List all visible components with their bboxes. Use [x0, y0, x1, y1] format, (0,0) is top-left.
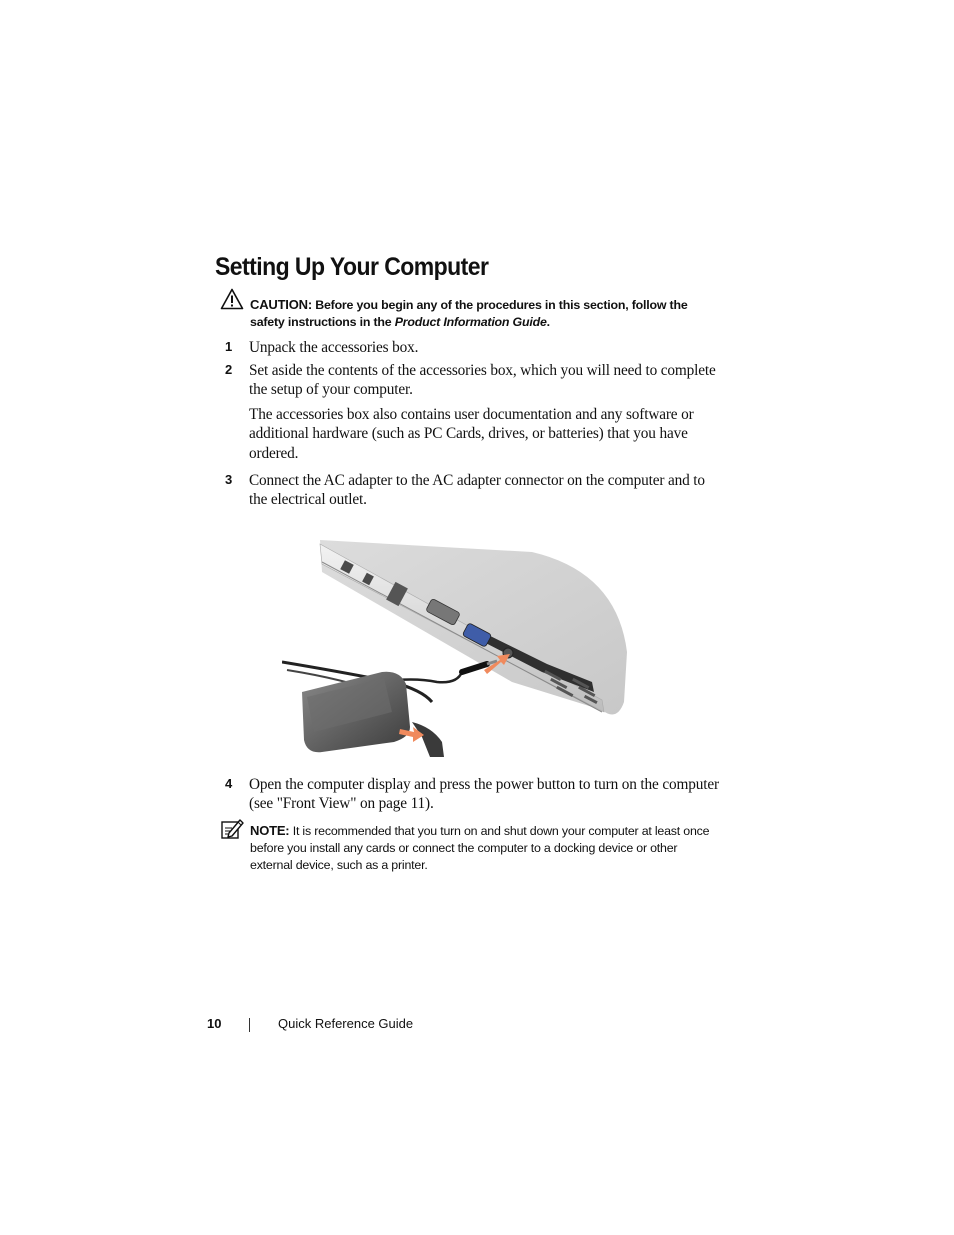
note-text [250, 822, 720, 874]
step-text: Open the computer display and press the power button to turn on the computer (see "Front View" on page 11). [249, 776, 719, 813]
caution-label: CAUTION: [250, 297, 312, 312]
step-number: 2 [225, 362, 233, 377]
step-2-followup: The accessories box also contains user documentation and any software or additional hardware (such as PC Cards, drives, or batteries) that you have ordered. [249, 406, 694, 462]
warning-icon [220, 288, 244, 310]
ac-adapter [282, 661, 497, 757]
step-number: 3 [225, 472, 233, 487]
note-label: NOTE: [250, 823, 290, 838]
caution-body: Before you begin any of the procedures in this section, follow the safety instructions in the [250, 298, 688, 329]
page-title: Setting Up Your Computer [215, 253, 489, 281]
footer-divider [249, 1018, 250, 1032]
step-text: Set aside the contents of the accessories box, which you will need to complete the setup of your computer. [249, 362, 716, 399]
step-number: 4 [225, 776, 233, 791]
caution-text [250, 296, 720, 331]
step-number: 1 [225, 339, 233, 354]
connection-arrows [399, 654, 510, 742]
note-block [220, 816, 720, 876]
step-text: Connect the AC adapter to the AC adapter connector on the computer and to the electrical outlet. [249, 472, 705, 509]
step-text: Unpack the accessories box. [249, 339, 419, 356]
caution-end: . [546, 315, 550, 329]
product-info-guide-ref: Product Information Guide [394, 315, 547, 329]
ac-adapter-illustration [282, 532, 642, 762]
page-number: 10 [207, 1016, 222, 1031]
note-body: It is recommended that you turn on and shut down your computer at least once before you install any cards or connect the computer to a docking device or other external device, such as a printer. [250, 824, 710, 872]
footer-guide-title: Quick Reference Guide [278, 1016, 414, 1031]
pencil-note-icon [220, 816, 244, 840]
caution-block [220, 288, 720, 332]
